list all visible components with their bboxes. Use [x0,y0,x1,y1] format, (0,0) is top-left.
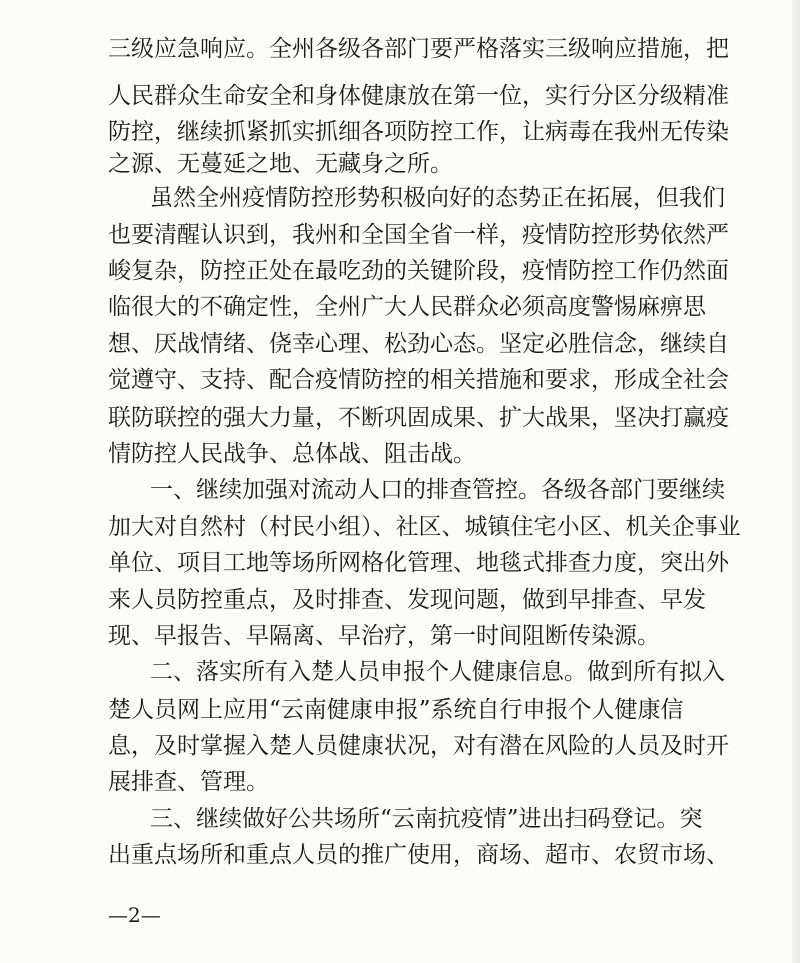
text-line: 想、厌战情绪、侥幸心理、松劲心态。坚定必胜信念，继续自 [108,331,729,357]
text-line: 息，及时掌握入楚人员健康状况，对有潜在风险的人员及时开 [108,733,729,759]
text-line: 也要清醒认识到，我州和全国全省一样，疫情防控形势依然严 [108,222,729,248]
text-line: 之源、无蔓延之地、无藏身之所。 [108,151,453,177]
text-line: 人民群众生命安全和身体健康放在第一位，实行分区分级精准 [108,83,729,109]
text-line: 出重点场所和重点人员的推广使用，商场、超市、农贸市场、 [108,842,729,868]
text-line: 现、早报告、早隔离、早治疗，第一时间阻断传染源。 [108,623,660,649]
text-line: 单位、项目工地等场所网格化管理、地毯式排查力度，突出外 [108,550,729,576]
text-line: 情防控人民战争、总体战、阻击战。 [108,441,476,467]
text-line: 展排查、管理。 [108,769,269,795]
text-line: 一、继续加强对流动人口的排查管控。各级各部门要继续 [150,477,725,503]
text-line: 三级应急响应。全州各级各部门要严格落实三级响应措施，把 [108,36,729,62]
text-line: 峻复杂，防控正处在最吃劲的关键阶段，疫情防控工作仍然面 [108,258,729,284]
text-line: 来人员防控重点，及时排查、发现问题，做到早排查、早发 [108,587,706,613]
text-line: 觉遵守、支持、配合疫情防控的相关措施和要求，形成全社会 [108,367,729,393]
text-line: 虽然全州疫情防控形势积极向好的态势正在拓展，但我们 [150,185,725,211]
page-number: —2— [108,903,161,927]
text-line: 联防联控的强大力量，不断巩固成果、扩大战果，坚决打赢疫 [108,405,729,431]
page-edge [792,0,800,963]
text-line: 三、继续做好公共场所“云南抗疫情”进出扫码登记。突 [150,806,703,832]
text-line: 加大对自然村（村民小组）、社区、城镇住宅小区、机关企事业 [108,514,741,540]
text-line: 防控，继续抓紧抓实抓细各项防控工作，让病毒在我州无传染 [108,119,729,145]
text-line: 二、落实所有入楚人员申报个人健康信息。做到所有拟入 [150,659,725,685]
text-line: 楚人员网上应用“云南健康申报”系统自行申报个人健康信 [108,697,684,723]
text-line: 临很大的不确定性，全州广大人民群众必须高度警惕麻痹思 [108,294,706,320]
